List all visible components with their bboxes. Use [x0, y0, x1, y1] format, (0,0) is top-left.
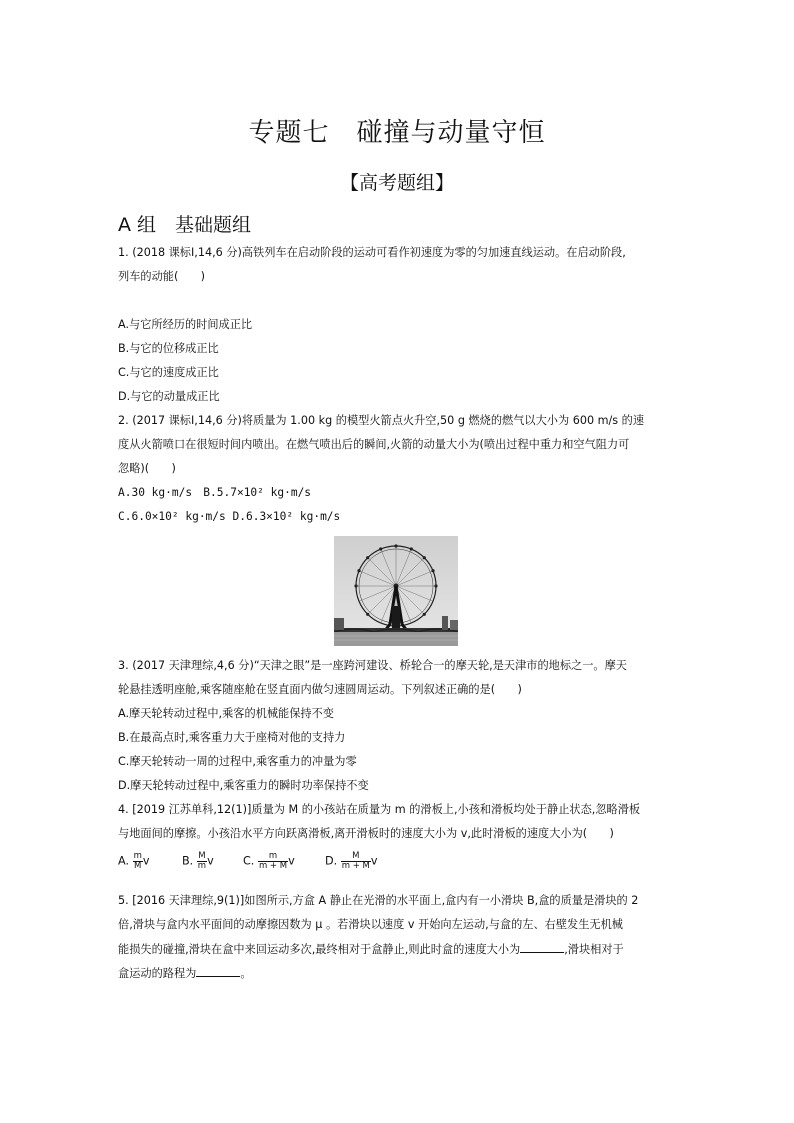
q4-option-b-label: B.: [182, 854, 194, 868]
q1-option-a: A.与它所经历的时间成正比: [118, 318, 253, 331]
fraction-denominator: m + M: [258, 861, 288, 871]
q1-stem-line2: 列车的动能( ): [118, 270, 206, 283]
q4-option-b-fraction: [197, 852, 207, 871]
q3-option-b: B.在最高点时,乘客重力大于座椅对他的支持力: [118, 731, 346, 744]
q4-option-a-label: A.: [118, 854, 130, 868]
q2-stem-line3: 忽略)( ): [118, 462, 176, 475]
q4-option-c: [243, 852, 295, 871]
ferris-wheel-photo: [334, 536, 458, 646]
q5-stem-line3: [118, 942, 624, 957]
q3-option-a: A.摩天轮转动过程中,乘客的机械能保持不变: [118, 707, 334, 720]
q5-line3-text: 能损失的碰撞,滑块在盒中来回运动多次,最终相对于盒静止,则此时盒的速度大小为: [118, 943, 521, 956]
q4-option-d: [325, 852, 378, 871]
q2-stem-line1: 2. (2017 课标Ⅰ,14,6 分)将质量为 1.00 kg 的模型火箭点火升空,50 g 燃烧的燃气以大小为 600 m/s 的速: [118, 414, 645, 427]
page-title: 专题七 碰撞与动量守恒: [248, 118, 546, 148]
q4-option-a: [118, 852, 149, 871]
q4-option-c-fraction: [258, 852, 288, 871]
q5-line4-text: 盒运动的路程为: [118, 967, 197, 980]
q4-stem-line2: 与地面间的摩擦。小孩沿水平方向跃离滑板,离开滑板时的速度大小为 v,此时滑板的速度大小为( ): [118, 827, 614, 840]
page-subtitle: 【高考题组】: [339, 172, 454, 194]
q2-options-ab: A.30 kg·m/s B.5.7×10² kg·m/s: [118, 486, 312, 499]
q3-option-d: D.摩天轮转动过程中,乘客重力的瞬时功率保持不变: [118, 779, 369, 792]
q4-option-a-tail: v: [142, 854, 150, 868]
q4-option-b-tail: v: [207, 854, 214, 868]
q2-options-cd: C.6.0×10² kg·m/s D.6.3×10² kg·m/s: [118, 510, 341, 523]
q1-option-c: C.与它的速度成正比: [118, 366, 219, 379]
q5-line4-text-end: 。: [240, 967, 252, 980]
fraction-numerator: m: [133, 851, 142, 861]
q3-stem-line1: 3. (2017 天津理综,4,6 分)“天津之眼”是一座跨河建设、桥轮合一的摩天轮,是天津市的地标之一。摩天: [118, 659, 627, 672]
fraction-denominator: m + M: [341, 861, 370, 871]
q4-option-b: [182, 852, 214, 871]
q4-option-d-tail: v: [370, 854, 378, 868]
answer-blank-path-length[interactable]: [196, 966, 240, 977]
q4-option-d-label: D.: [325, 854, 338, 868]
q5-stem-line2: 倍,滑块与盒内水平面间的动摩擦因数为 μ 。若滑块以速度 v 开始向左运动,与盒的左、右壁发生无机械: [118, 918, 623, 931]
q4-stem-line1: 4. [2019 江苏单科,12(1)]质量为 M 的小孩站在质量为 m 的滑板上,小孩和滑板均处于静止状态,忽略滑板: [118, 803, 641, 816]
section-heading: A 组 基础题组: [118, 214, 252, 236]
fraction-numerator: M: [198, 851, 206, 861]
q2-stem-line2: 度从火箭喷口在很短时间内喷出。在燃气喷出后的瞬间,火箭的动量大小为(喷出过程中重力和空气阻力可: [118, 438, 630, 451]
q4-option-c-tail: v: [288, 854, 295, 868]
fraction-numerator: M: [341, 852, 371, 862]
q5-line3-text-end: ,滑块相对于: [564, 943, 624, 956]
q5-stem-line1: 5. [2016 天津理综,9(1)]如图所示,方盒 A 静止在光滑的水平面上,盒内有一小滑块 B,盒的质量是滑块的 2: [118, 894, 639, 907]
answer-blank-box-speed[interactable]: [520, 942, 564, 953]
q4-option-c-label: C.: [243, 854, 255, 868]
q5-stem-line4: [118, 966, 252, 981]
q1-option-b: B.与它的位移成正比: [118, 342, 219, 355]
q4-option-a-fraction: [133, 852, 143, 871]
fraction-denominator: m: [197, 861, 207, 871]
q3-option-c: C.摩天轮转动一周的过程中,乘客重力的冲量为零: [118, 755, 357, 768]
q1-stem-line1: 1. (2018 课标Ⅰ,14,6 分)高铁列车在启动阶段的运动可看作初速度为零的匀加速直线运动。在启动阶段,: [118, 246, 626, 259]
q4-option-d-fraction: [341, 852, 371, 871]
q3-stem-line2: 轮悬挂透明座舱,乘客随座舱在竖直面内做匀速圆周运动。下列叙述正确的是( ): [118, 683, 522, 696]
fraction-denominator: M: [134, 861, 142, 871]
q1-option-d: D.与它的动量成正比: [118, 390, 220, 403]
fraction-numerator: m: [258, 852, 288, 862]
